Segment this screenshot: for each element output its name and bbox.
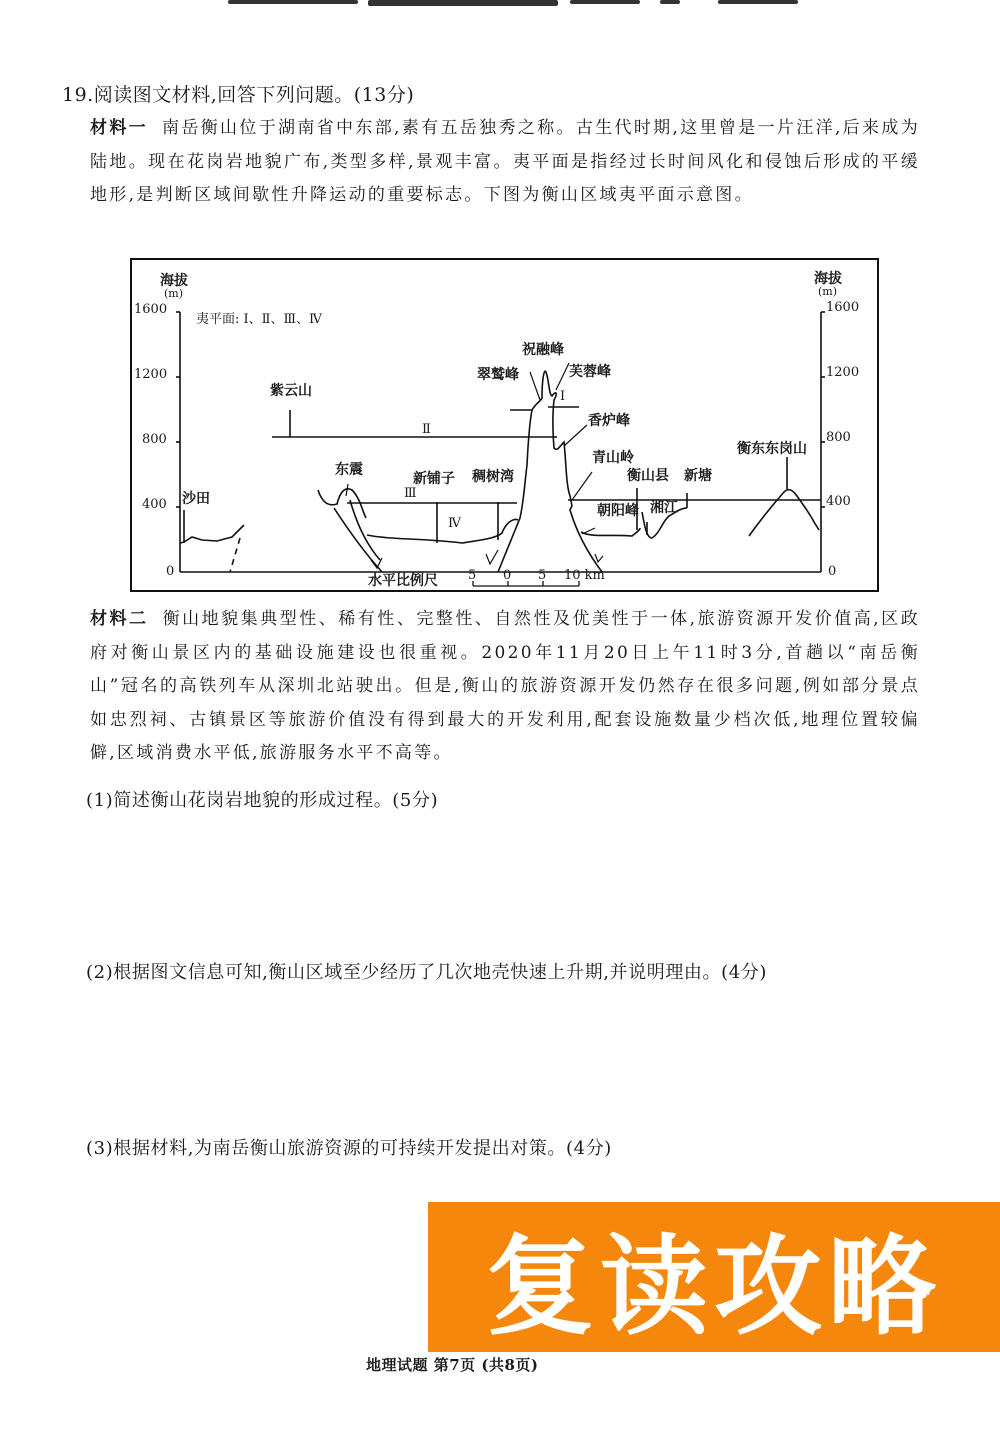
- right-axis-unit: (m): [818, 285, 838, 298]
- material-2: [90, 603, 920, 771]
- label-zhurongfeng: 祝融峰: [522, 342, 564, 358]
- y-tick-800-left: 800: [142, 432, 167, 447]
- surface-IV-label: Ⅳ: [448, 516, 461, 531]
- question-title: 19.阅读图文材料,回答下列问题。(13分): [62, 84, 415, 106]
- sub-question-3: (3)根据材料,为南岳衡山旅游资源的可持续开发提出对策。(4分): [86, 1138, 612, 1159]
- watermark-banner: [428, 1202, 1000, 1352]
- scale-tick-0: 0: [503, 568, 512, 583]
- y-tick-400-right: 400: [826, 494, 851, 509]
- y-tick-0-right: 0: [828, 564, 837, 579]
- legend: 夷平面: Ⅰ、Ⅱ、Ⅲ、Ⅳ: [196, 312, 323, 327]
- scale-label: 水平比例尺: [368, 573, 438, 589]
- watermark-text: 复读攻略: [485, 1224, 942, 1350]
- label-tongshuwan: 稠树湾: [472, 469, 514, 485]
- label-xianglufeng: 香炉峰: [588, 413, 630, 429]
- sub-question-1: (1)简述衡山花岗岩地貌的形成过程。(5分): [86, 790, 439, 811]
- surface-II-label: Ⅱ: [422, 422, 431, 437]
- scale-tick-5: 5: [538, 568, 547, 583]
- right-axis-title: 海拔: [814, 271, 842, 287]
- label-hengshanxian: 衡山县: [627, 468, 669, 484]
- label-hengdong-gangshan: 衡东东岗山: [737, 441, 807, 457]
- left-axis-title: 海拔: [160, 273, 188, 289]
- label-qingshanling: 青山岭: [592, 450, 634, 466]
- label-xintang: 新塘: [684, 468, 712, 484]
- scan-edge-artifact: [0, 0, 1000, 8]
- label-chaoyangfeng: 朝阳峰: [597, 503, 639, 519]
- material-1-text: 南岳衡山位于湖南省中东部,素有五岳独秀之称。古生代时期,这里曾是一片汪洋,后来成为陆地。现在花岗岩地貌广布,类型多样,景观丰富。夷平面是指经过长时间风化和侵蚀后形成的平缓地形,是判断区域间歇性升降运动的重要标志。下图为衡山区域夷平面示意图。: [90, 118, 920, 205]
- page-footer: 地理试题 第7页 (共8页): [366, 1356, 539, 1374]
- left-axis-unit: (m): [164, 287, 184, 300]
- label-xiangjiang: 湘江: [650, 500, 678, 516]
- scale-tick-10km: 10 km: [564, 568, 605, 583]
- scale-tick-5-left: 5: [468, 568, 477, 583]
- material-2-lead: 材料二: [90, 609, 149, 629]
- label-cuiwufeng: 翠鹫峰: [477, 367, 519, 383]
- y-tick-1600-right: 1600: [826, 300, 860, 315]
- y-tick-1200-left: 1200: [134, 367, 168, 382]
- y-tick-400-left: 400: [142, 497, 167, 512]
- label-shatian: 沙田: [182, 491, 210, 507]
- surface-III-label: Ⅲ: [404, 486, 417, 501]
- label-furongfeng: 芙蓉峰: [569, 364, 611, 380]
- label-dongzhen: 东震: [335, 462, 363, 478]
- surface-I-label: Ⅰ: [560, 389, 566, 404]
- sub-question-2: (2)根据图文信息可知,衡山区域至少经历了几次地壳快速上升期,并说明理由。(4分): [86, 962, 768, 983]
- label-ziyunshan: 紫云山: [270, 383, 312, 399]
- y-tick-1200-right: 1200: [826, 365, 860, 380]
- y-tick-800-right: 800: [826, 430, 851, 445]
- y-tick-1600-left: 1600: [134, 302, 168, 317]
- label-xinpuzi: 新铺子: [413, 471, 455, 487]
- material-1: [90, 112, 920, 213]
- material-2-text: 衡山地貌集典型性、稀有性、完整性、自然性及优美性于一体,旅游资源开发价值高,区政府对衡山景区内的基础设施建设也很重视。2020年11月20日上午11时3分,首趟以“南岳衡山”冠名的高铁列车从深圳北站驶出。但是,衡山的旅游资源开发仍然存在很多问题,例如部分景点如忠烈祠、古镇景区等旅游价值没有得到最大的开发利用,配套设施数量少档次低,地理位置较偏僻,区域消费水平低,旅游服务水平不高等。: [90, 609, 921, 763]
- y-tick-0-left: 0: [166, 564, 175, 579]
- material-1-lead: 材料一: [90, 118, 149, 138]
- planation-surface-diagram: [130, 258, 879, 592]
